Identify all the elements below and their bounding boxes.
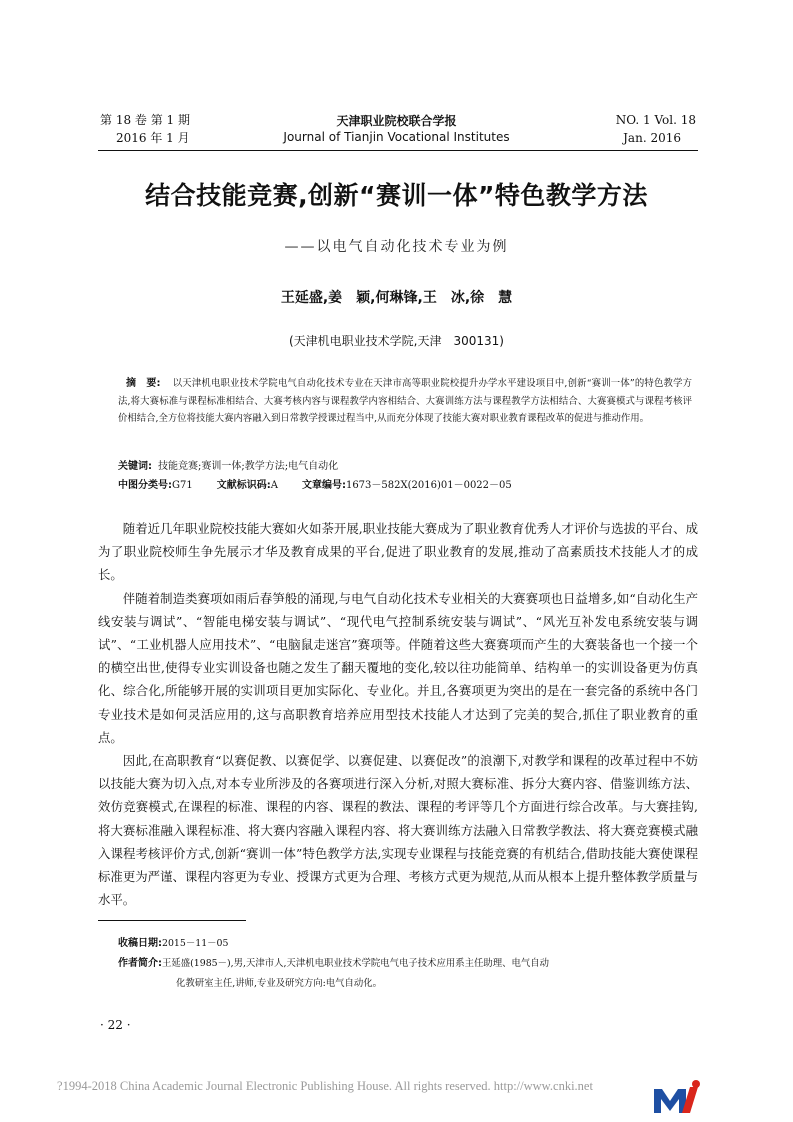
received-label: 收稿日期: (118, 938, 162, 949)
keywords-text: 技能竞赛;赛训一体;教学方法;电气自动化 (158, 461, 339, 472)
journal-title-cn: 天津职业院校联合学报 (336, 114, 457, 128)
clc-label: 中图分类号: (118, 480, 172, 491)
authors: 王延盛,姜 颖,何琳锋,王 冰,徐 慧 (280, 290, 513, 306)
page-number: · 22 · (100, 1018, 131, 1032)
author-bio-line-2: 化教研室主任,讲师,专业及研究方向:电气自动化。 (176, 978, 382, 989)
article-subtitle: ——以电气自动化技术专业为例 (284, 239, 509, 255)
abstract-text: 以天津机电职业技术学院电气自动化技术专业在天津市高等职业院校提升办学水平建设项目中,创新“赛训一体”的特色教学方法,将大赛标准与课程标准相结合、大赛考核内容与课程教学内容相结合、大赛训练方法与课程教学方法相结合、大赛赛模式与课程考核评价相结合,全方位将技能大赛内容融入到日常教学授课过程当中,从而充分体现了技能大赛对职业教育课程改革的促进与推动作用。 (118, 378, 693, 425)
footnote (118, 934, 692, 994)
doc-code-label: 文献标识码: (216, 480, 271, 491)
author-bio-line-1: 王延盛(1985－),男,天津市人,天津机电职业技术学院电气电子技术应用系主任助理、电气自动 (162, 958, 549, 969)
body-text (98, 517, 698, 911)
issue-en: NO. 1 Vol. 18 (615, 113, 696, 127)
article-number-value: 1673－582X(2016)01－0022－05 (345, 480, 512, 491)
classification-line (118, 477, 692, 494)
body-paragraph: 伴随着制造类赛项如雨后春笋般的涌现,与电气自动化技术专业相关的大赛赛项也日益增多,如“自动化生产线安装与调试”、“智能电梯安装与调试”、“现代电气控制系统安装与调试”、“风光互补发电系统安装与调试”、“工业机器人应用技术”、“电脑鼠走迷宫”赛项等。伴随着这些大赛赛项而产生的大赛装备也一个接一个的横空出世,使得专业实训设备也随之发生了翻天覆地的变化,较以往功能简单、结构单一的实训设备更为仿真化、综合化,所能够开展的实训项目更加实际化、专业化。并且,各赛项更为突出的是在一套完备的系统中各门专业技术是如何灵活应用的,这与高职教育培养应用型技术技能人才达到了完美的契合,抓住了职业教育的重点。 (98, 590, 698, 745)
header-rule (98, 150, 698, 151)
doc-code-value: A (270, 480, 278, 491)
footnote-rule (98, 920, 246, 921)
article-title: 结合技能竞赛,创新“赛训一体”特色教学方法 (145, 181, 648, 210)
body-paragraph: 随着近几年职业院校技能大赛如火如荼开展,职业技能大赛成为了职业教育优秀人才评价与选拔的平台、成为了职业院校师生争先展示才华及教育成果的平台,促进了职业教育的发展,推动了高素质技术技能人才的成长。 (98, 521, 698, 583)
volume-issue: 第 18 卷 第 1 期 (100, 113, 190, 127)
affiliation: (天津机电职业技术学院,天津 300131) (289, 334, 504, 348)
body-paragraph: 因此,在高职教育“以赛促教、以赛促学、以赛促建、以赛促改”的浪潮下,对教学和课程的改革过程中不妨以技能大赛为切入点,对本专业所涉及的各赛项进行深入分析,对照大赛标准、拆分大赛内容、借鉴训练方法、效仿竞赛模式,在课程的标准、课程的内容、课程的教法、课程的考评等几个方面进行综合改革。与大赛挂钩,将大赛标准融入课程标准、将大赛内容融入课程内容、将大赛训练方法融入日常教学教法、将大赛竞赛模式融入课程考核评价方式,创新“赛训一体”特色教学方法,实现专业课程与技能竞赛的有机结合,借助技能大赛使课程标准更为严谨、课程内容更为专业、授课方式更为合理、考核方式更为规范,从而从根本上提升整体教学质量与水平。 (98, 753, 698, 908)
received-date: 2015－11－05 (162, 938, 229, 949)
publication-date-en: Jan. 2016 (623, 131, 681, 145)
clc-value: G71 (172, 480, 193, 491)
author-bio-label: 作者简介: (118, 958, 162, 969)
cnki-logo-icon (652, 1079, 702, 1115)
copyright-footer: ?1994-2018 China Academic Journal Electronic Publishing House. All rights reserved. http://www.cnki.net (57, 1079, 593, 1093)
journal-title-en: Journal of Tianjin Vocational Institutes (283, 130, 510, 144)
abstract-label: 摘 要: (126, 378, 161, 389)
keywords (118, 458, 692, 475)
keywords-label: 关键词: (118, 461, 152, 472)
publication-date-cn: 2016 年 1 月 (116, 131, 190, 145)
abstract (118, 375, 692, 428)
article-number-label: 文章编号: (301, 480, 346, 491)
